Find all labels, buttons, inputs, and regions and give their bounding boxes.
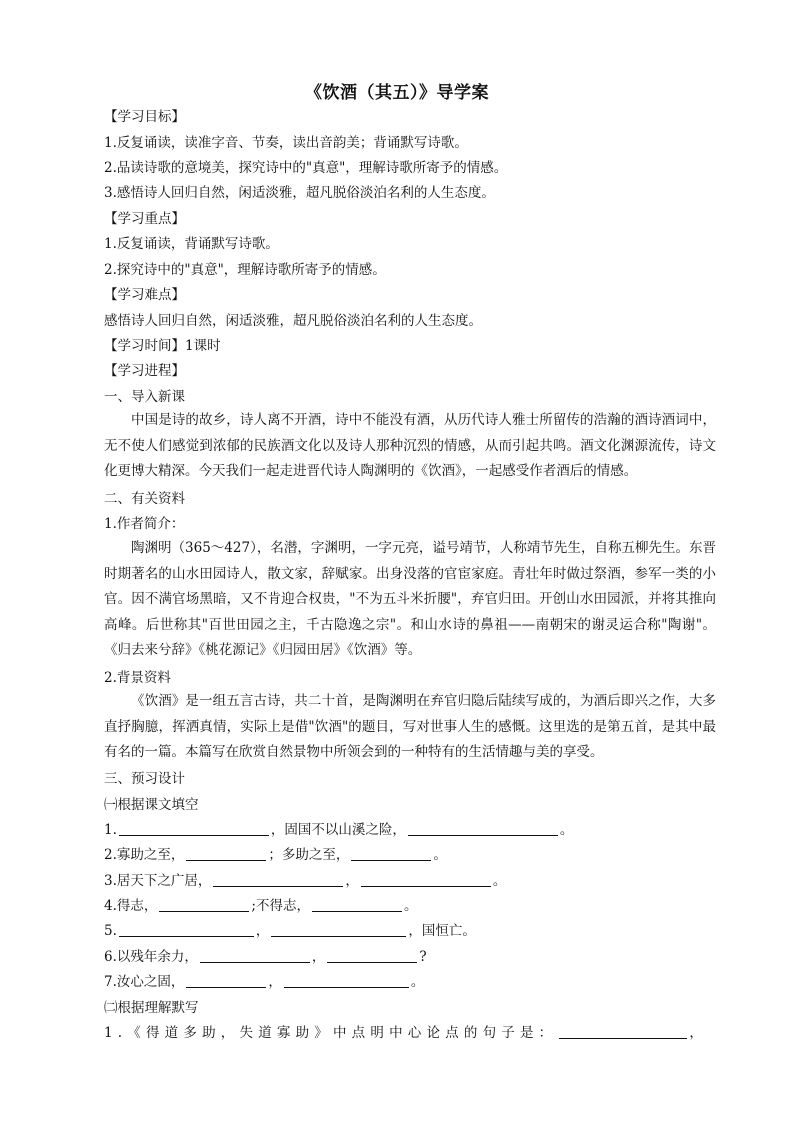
background-text: 《饮酒》是一组五言古诗，共二十首，是陶渊明在弃官归隐后陆续写成的，为酒后即兴之作，大多直抒胸臆，挥洒真情，实际上是借"饮酒"的题目，写对世事人生的感慨。这里选的是第五首，是其中最有名的一篇。本篇写在欣赏自然景物中所领会到的一种特有的生活情趣与美的享受。: [104, 693, 716, 761]
keypoint-item: 1.反复诵读，背诵默写诗歌。: [104, 236, 279, 252]
answer-blank[interactable]: [327, 948, 417, 963]
understand-item-1: 1.《得道多助，失道寡助》中点明中心论点的句子是： ，: [104, 1025, 703, 1041]
fill-item-5: 5. ， ，国恒亡。: [104, 923, 476, 939]
answer-blank[interactable]: [119, 821, 269, 836]
answer-blank[interactable]: [200, 948, 310, 963]
fill-item-6: 6.以残年余力， ， ?: [104, 949, 427, 965]
answer-blank[interactable]: [119, 922, 254, 937]
objectives-heading: 【学习目标】: [104, 109, 185, 125]
fill-item-1: 1. ，固国不以山溪之险， 。: [104, 822, 574, 838]
understand-heading: ㈡根据理解默写: [104, 1000, 199, 1016]
time-heading: 【学习时间】1课时: [104, 338, 221, 354]
difficulty-text: 感悟诗人回归自然，闲适淡雅，超凡脱俗淡泊名利的人生态度。: [104, 313, 482, 329]
page-title: 《饮酒（其五）》导学案: [305, 83, 489, 103]
answer-blank[interactable]: [159, 897, 249, 912]
intro-heading: 一、导入新课: [104, 389, 185, 405]
difficulty-heading: 【学习难点】: [104, 287, 185, 303]
answer-blank[interactable]: [186, 973, 266, 988]
background-heading: 2.背景资料: [104, 670, 171, 686]
intro-text: 中国是诗的故乡，诗人离不开酒，诗中不能没有酒，从历代诗人雅士所留传的浩瀚的酒诗酒词中，无不使人们感觉到浓郁的民族酒文化以及诗人那种沉烈的情感，从而引起共鸣。酒文化渊源流传，诗文化更博大精深。今天我们一起走进晋代诗人陶渊明的《饮酒》，一起感受作者酒后的情感。: [104, 412, 716, 480]
answer-blank[interactable]: [408, 821, 558, 836]
fill-item-2: 2.寡助之至， ；多助之至， 。: [104, 847, 447, 863]
answer-blank[interactable]: [361, 872, 491, 887]
objective-item: 3.感悟诗人回归自然，闲适淡雅，超凡脱俗淡泊名利的人生态度。: [104, 185, 495, 201]
author-text: 陶渊明（365～427），名潜，字渊明，一字元亮，谥号靖节，人称靖节先生，自称五柳先生。东晋时期著名的山水田园诗人，散文家，辞赋家。出身没落的官宦家庭。青壮年时做过祭酒，参军一类的小官。因不满官场黑暗，又不肯迎合权贵，"不为五斗米折腰"，弃官归田。开创山水田园派，并将其推向高峰。后世称其"百世田园之主，千古隐逸之宗"。和山水诗的鼻祖——南朝宋的谢灵运合称"陶谢"。《归去来兮辞》《桃花源记》《归园田居》《饮酒》等。: [104, 540, 716, 659]
process-heading: 【学习进程】: [104, 363, 185, 379]
answer-blank[interactable]: [559, 1024, 687, 1039]
fill-item-4: 4.得志， ;不得志， 。: [104, 898, 418, 914]
material-heading: 二、有关资料: [104, 491, 185, 507]
answer-blank[interactable]: [213, 872, 343, 887]
fill-item-7: 7.汝心之固， ， 。: [104, 974, 425, 990]
fill-item-3: 3.居天下之广居， ， 。: [104, 873, 507, 889]
answer-blank[interactable]: [312, 897, 402, 912]
author-heading: 1.作者简介：: [104, 516, 185, 532]
objective-item: 1.反复诵读，读准字音、节奏，读出音韵美；背诵默写诗歌。: [104, 135, 468, 151]
answer-blank[interactable]: [271, 922, 406, 937]
keypoints-heading: 【学习重点】: [104, 211, 185, 227]
keypoint-item: 2.探究诗中的"真意"，理解诗歌所寄予的情感。: [104, 262, 386, 278]
objective-item: 2.品读诗歌的意境美，探究诗中的"真意"，理解诗歌所寄予的情感。: [104, 160, 508, 176]
answer-blank[interactable]: [284, 973, 409, 988]
fill-heading: ㈠根据课文填空: [104, 797, 199, 813]
answer-blank[interactable]: [351, 846, 431, 861]
answer-blank[interactable]: [186, 846, 266, 861]
preview-heading: 三、预习设计: [104, 771, 185, 787]
